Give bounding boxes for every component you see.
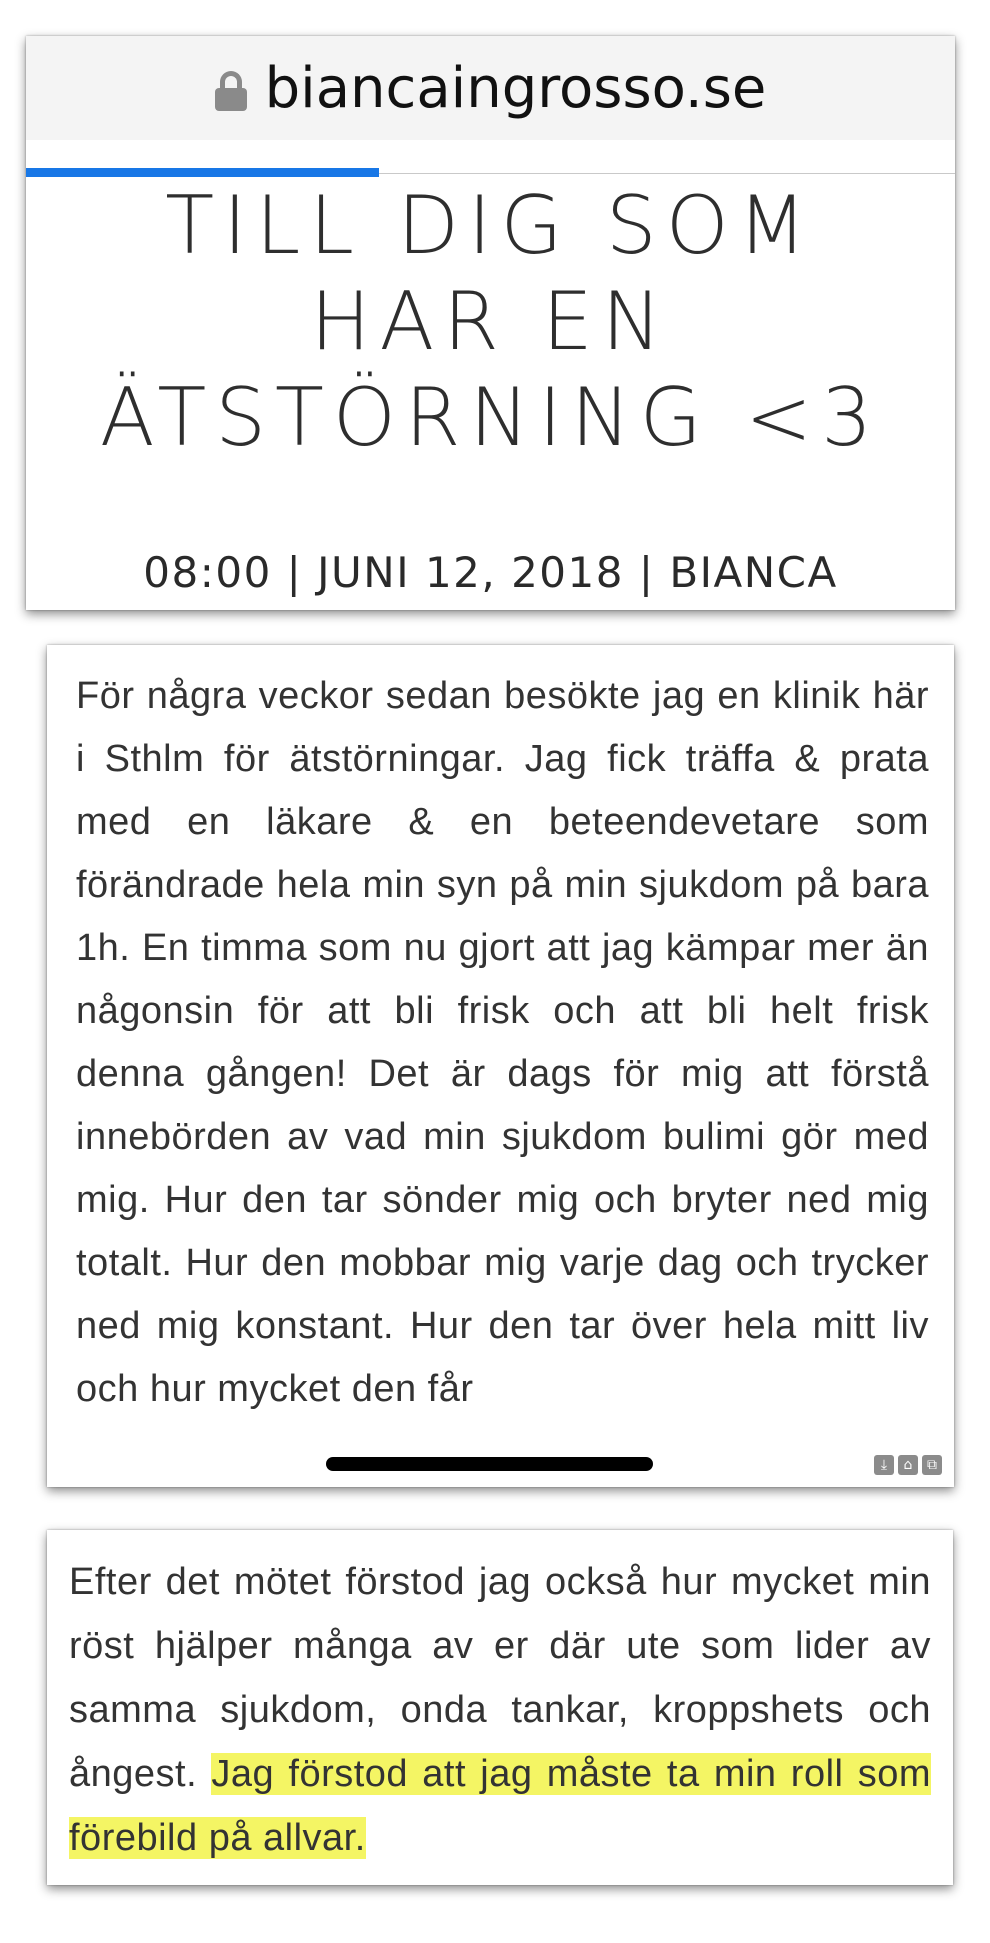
share-icon[interactable]: ⌂ [898,1455,918,1475]
post-title [56,178,925,466]
article-paragraph: För några veckor sedan besökte jag en klinik här i Sthlm för ätstörningar. Jag fick träffa & prata med en läkare & en beteendevetare som förändrade hela min syn på min sjukdom på bara 1h. En timma som nu gjort att jag kämpar mer än någonsin för att bli frisk och att bli helt frisk denna gången! Det är dags för mig att förstå innebörden av vad min sjukdom bulimi gör med mig. Hur den tar sönder mig och bryter ned mig totalt. Hur den mobbar mig varje dag och trycker ned mig konstant. Hur den tar över hela mitt liv och hur mycket den får [76,675,929,1410]
post-meta: 08:00 | JUNI 12, 2018 | BIANCA [143,548,838,597]
article-body-card [47,645,954,1487]
post-title-line: TILL DIG SOM [165,179,816,272]
address-bar[interactable] [26,36,955,140]
article-paragraph [69,1550,931,1870]
post-header-card [26,36,955,610]
screenshot-tools [874,1455,942,1475]
highlighted-text: Jag förstod att jag måste ta min roll som förebild på allvar. [69,1753,931,1859]
paragraph-text: Efter det mötet förstod jag också hur mycket min röst hjälper många av er där ute som lider av samma sjukdom, onda tankar, kroppshets och ångest. [69,1561,931,1795]
copy-icon[interactable]: ⧉ [922,1455,942,1475]
post-title-line: ÄTSTÖRNING <3 [99,371,882,464]
url-text: biancaingrosso.se [264,55,767,121]
lock-icon [215,71,247,111]
article-quote-card [47,1530,953,1885]
post-title-line: HAR EN [310,275,671,368]
download-icon[interactable]: ⤓ [874,1455,894,1475]
redaction-bar [326,1457,653,1471]
page-load-progress-bar [26,168,379,177]
